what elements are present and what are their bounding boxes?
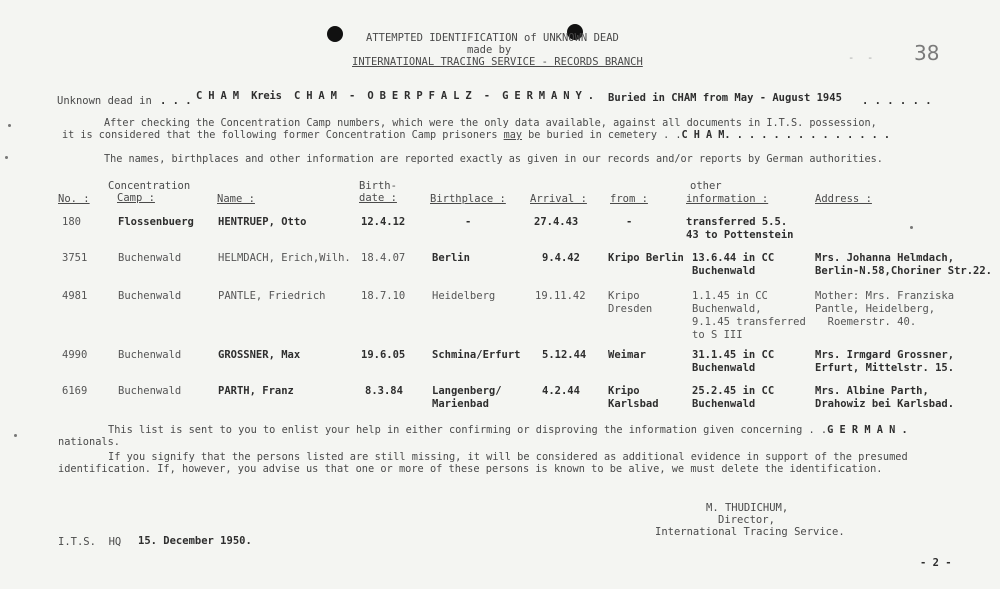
intro-line-1: After checking the Concentration Camp numbers, which were the only data available, against all documents in I.T.S. possession, bbox=[104, 118, 877, 129]
footer-page-number: - 2 - bbox=[920, 557, 952, 569]
signatory-title: Director, bbox=[718, 514, 775, 526]
closing-line-2: nationals. bbox=[58, 436, 120, 448]
row-2-other: 13.6.44 in CC Buchenwald bbox=[692, 252, 775, 277]
signatory-organization: International Tracing Service. bbox=[655, 526, 845, 538]
row-4-name: GROSSNER, Max bbox=[218, 349, 301, 361]
row-2-from: Kripo Berlin bbox=[608, 252, 684, 264]
row-2-address: Mrs. Johanna Helmdach, Berlin-N.58,Choriner Str.22. bbox=[815, 252, 993, 277]
row-4-address: Mrs. Irmgard Grossner, Erfurt, Mittelstr. 15. bbox=[815, 349, 955, 374]
folio-dash-marks: - - bbox=[848, 52, 874, 64]
row-3-birthdate: 18.7.10 bbox=[361, 290, 406, 302]
row-3-address: Mother: Mrs. Franziska Pantle, Heidelberg, Roemerstr. 40. bbox=[815, 290, 955, 328]
unknown-dead-dots: . . . bbox=[160, 95, 192, 107]
row-1-other: transferred 5.5. 43 to Pottenstein bbox=[686, 216, 794, 241]
header-camp-top: Concentration bbox=[108, 180, 191, 192]
row-4-camp: Buchenwald bbox=[118, 349, 182, 361]
row-5-other: 25.2.45 in CC Buchenwald bbox=[692, 385, 775, 410]
row-1-arrival: 27.4.43 bbox=[534, 216, 579, 228]
row-5-no: 6169 bbox=[62, 385, 88, 397]
margin-mark bbox=[14, 434, 17, 437]
margin-mark bbox=[5, 156, 8, 159]
unknown-dead-trailing-dots: . . . . . . bbox=[862, 95, 932, 107]
unknown-dead-label: Unknown dead in bbox=[57, 95, 152, 107]
header-address: Address : bbox=[815, 193, 872, 205]
header-camp: Camp : bbox=[117, 192, 155, 204]
row-5-birthplace: Langenberg/ Marienbad bbox=[432, 385, 502, 410]
signatory-name: M. THUDICHUM, bbox=[706, 502, 789, 514]
margin-mark bbox=[910, 226, 913, 229]
row-1-no: 180 bbox=[62, 216, 81, 228]
closing-line-1-text: This list is sent to you to enlist your help in either confirming or disproving the information given concerning . . bbox=[108, 424, 828, 436]
row-1-camp: Flossenbuerg bbox=[118, 216, 194, 228]
cemetery-name: C H A M bbox=[681, 130, 725, 141]
row-4-arrival: 5.12.44 bbox=[542, 349, 587, 361]
row-5-address: Mrs. Albine Parth, Drahowiz bei Karlsbad. bbox=[815, 385, 955, 410]
header-from: from : bbox=[610, 193, 648, 205]
row-3-arrival: 19.11.42 bbox=[535, 290, 586, 302]
intro-line-2-start: it is considered that the following former Concentration Camp prisoners bbox=[62, 130, 504, 141]
closing-line-4: identification. If, however, you advise us that one or more of these persons is known to be alive, we must delete the identification. bbox=[58, 463, 883, 475]
row-3-other: 1.1.45 in CC Buchenwald, 9.1.45 transferred to S III bbox=[692, 290, 806, 341]
intro-line-2-mid: be buried in cemetery . . bbox=[522, 130, 682, 141]
burial-period: Buried in CHAM from May - August 1945 bbox=[608, 92, 842, 104]
row-3-name: PANTLE, Friedrich bbox=[218, 290, 326, 302]
row-4-no: 4990 bbox=[62, 349, 88, 361]
row-2-birthdate: 18.4.07 bbox=[361, 252, 406, 264]
header-no: No. : bbox=[58, 193, 90, 205]
header-birthdate: date : bbox=[359, 192, 397, 204]
folio-number: 38 bbox=[914, 41, 940, 65]
row-4-birthplace: Schmina/Erfurt bbox=[432, 349, 521, 361]
row-2-name: HELMDACH, Erich,Wilh. bbox=[218, 252, 351, 264]
header-name: Name : bbox=[217, 193, 255, 205]
row-3-no: 4981 bbox=[62, 290, 88, 302]
unknown-dead-place: C H A M Kreis C H A M - O B E R P F A L Z - G E R M A N Y . bbox=[196, 90, 594, 102]
intro-may: may bbox=[503, 130, 523, 141]
row-3-camp: Buchenwald bbox=[118, 290, 182, 302]
row-1-birthdate: 12.4.12 bbox=[361, 216, 406, 228]
made-by-line: made by bbox=[467, 44, 512, 56]
header-birth-top: Birth- bbox=[359, 180, 397, 192]
row-4-from: Weimar bbox=[608, 349, 646, 361]
row-5-camp: Buchenwald bbox=[118, 385, 182, 397]
closing-line-1 bbox=[108, 424, 908, 436]
row-1-from: - bbox=[626, 216, 633, 228]
margin-mark bbox=[8, 124, 11, 127]
row-5-arrival: 4.2.44 bbox=[542, 385, 580, 397]
row-3-birthplace: Heidelberg bbox=[432, 290, 496, 302]
row-1-birthplace: - bbox=[465, 216, 472, 228]
header-other: information : bbox=[686, 193, 769, 205]
row-2-camp: Buchenwald bbox=[118, 252, 182, 264]
row-4-birthdate: 19.6.05 bbox=[361, 349, 406, 361]
nationality: G E R M A N . bbox=[827, 424, 908, 436]
footer-date: 15. December 1950. bbox=[138, 535, 252, 547]
row-2-birthplace: Berlin bbox=[432, 252, 470, 264]
closing-line-3: If you signify that the persons listed are still missing, it will be considered as additional evidence in support of the presumed bbox=[108, 451, 908, 463]
intro-line-3: The names, birthplaces and other information are reported exactly as given in our records and/or reports by German authorities. bbox=[104, 154, 883, 165]
row-4-other: 31.1.45 in CC Buchenwald bbox=[692, 349, 775, 374]
cemetery-dots: . . . . . . . . . . . . . . bbox=[724, 130, 891, 141]
row-2-no: 3751 bbox=[62, 252, 88, 264]
header-other-top: other bbox=[690, 180, 722, 192]
header-arrival: Arrival : bbox=[530, 193, 587, 205]
row-2-arrival: 9.4.42 bbox=[542, 252, 580, 264]
header-birthplace: Birthplace : bbox=[430, 193, 506, 205]
row-5-birthdate: 8.3.84 bbox=[365, 385, 403, 397]
footer-hq: I.T.S. HQ bbox=[58, 536, 122, 548]
document-title: ATTEMPTED IDENTIFICATION of UNKNOWN DEAD bbox=[366, 32, 619, 44]
row-5-name: PARTH, Franz bbox=[218, 385, 294, 397]
row-1-name: HENTRUEP, Otto bbox=[218, 216, 307, 228]
row-3-from: Kripo Dresden bbox=[608, 290, 653, 315]
organization-line: INTERNATIONAL TRACING SERVICE - RECORDS BRANCH bbox=[352, 56, 643, 68]
punch-hole-left bbox=[327, 26, 343, 42]
row-5-from: Kripo Karlsbad bbox=[608, 385, 659, 410]
intro-line-2 bbox=[62, 130, 890, 142]
